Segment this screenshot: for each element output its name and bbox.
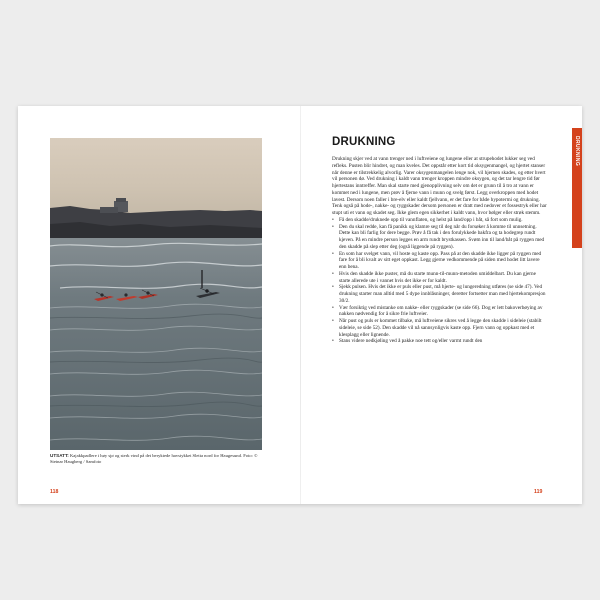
side-tab-label: DRUKNING <box>574 136 580 167</box>
list-item: • Sjekk pulsen. Hvis det ikke er puls eller pust, må hjerte- og lungeredning utføres (se side 47). Ved drukning starter man alltid med 5 dype innblåsninger, deretter fortsetter man med hjertekompresjon 30/2. <box>332 284 548 304</box>
list-item: • Når pust og puls er kommet tilbake, må luftveiene sikres ved å legge den skadde i sideleie (stabilt sideleie, se side 52). Den skadde vil nå sannsynligvis kaste opp. Fjern vann og oppkast med et klesplagg eller lignende. <box>332 318 548 338</box>
article-body <box>332 156 548 345</box>
page-title: DRUKNING <box>332 136 396 148</box>
book-gutter <box>300 106 301 504</box>
intro-paragraph: Drukning skjer ved at vann trenger ned i luftveiene og lungene eller at strupehodet lukker seg ved refleks. Pusten blir hindret, og man kveles. Det oppstår etter kort tid oksygenmangel, og hjertet stanser når denne er tilstrekkelig alvorlig. Varer oksygenmangelen lenge nok, vil hjernen skades, og etter hvert vil personen dø. Ved drukning i kaldt vann trenger kroppen mindre oksygen, og det tar lengre tid før hjertestans inntreffer. Man skal starte med gjenopplivning selv om det er grunn til å tro at vann er kommet ned i lungene, men prøv å fjerne vann i munn og svelg først. Legg overkroppen med hodet lavest. Dersom noen faller i bre-elv eller kaldt fjellvann, er det fare for både hypotermi og drukning. Tenk også på hode-, nakke- og ryggskader dersom personen er dratt med nedover et fossestryk eller har stupt uti et vann og skadet seg. Ikke glem egen sikkerhet i kaldt vann, hvor bølger eller strøk stemm. <box>332 156 547 216</box>
page-number-right: 119 <box>534 489 543 495</box>
list-item: • Vær forsiktig ved mistanke om nakke- eller ryggskader (se side 66). Dog er lett bakoverbøying av nakken nødvendig for å sikre frie luftveier. <box>332 305 548 319</box>
chapter-side-tab <box>572 128 582 248</box>
list-item: • Stans videre nedkjøling ved å pakke noe tett og/eller varmt rundt den <box>332 338 548 345</box>
list-item: • Den du skal redde, kan få panikk og klamre seg til deg når du forsøker å komme til unnsetning. Dette kan bli farlig for dere begge. Prøv å få tak i den forulykkede bakfra og ta hodegrep rundt kjeven. På en mindre person legges en arm rundt brystkassen. Svøm inn til land/båt på ryggen med den skadde på slep etter deg (også liggende på ryggen). <box>332 224 548 251</box>
kayak-photo <box>50 138 262 450</box>
list-item: • Hvis den skadde ikke puster, må du starte munn-til-munn-metoden umiddelbart. Du kan gjerne starte allerede ute i vannet hvis det ikke er for kaldt. <box>332 271 548 285</box>
advice-list <box>332 217 548 345</box>
photo-caption <box>50 453 268 465</box>
list-item: • En som har svelget vann, vil hoste og kaste opp. Pass på at den skadde ikke ligger på ryggen med fare for å bli kvalt av sitt eget oppkast. Legg gjerne vedkommende på siden med hodet litt lavere enn bena. <box>332 251 548 271</box>
caption-lead: UTSATT: <box>50 453 69 458</box>
list-item: • Få den skadde/druknede opp til vannflaten, og helst på land/opp i båt, så fort som mulig. <box>332 217 548 224</box>
caption-text: Kajakkpadlere i høy sjø og sterk vind på det beryktede havstykket Sletta nord for Haugesund. Foto: © Steinar Haugberg / Samfoto <box>50 453 258 464</box>
page-number-left: 118 <box>50 489 59 495</box>
book-spread <box>18 106 582 504</box>
